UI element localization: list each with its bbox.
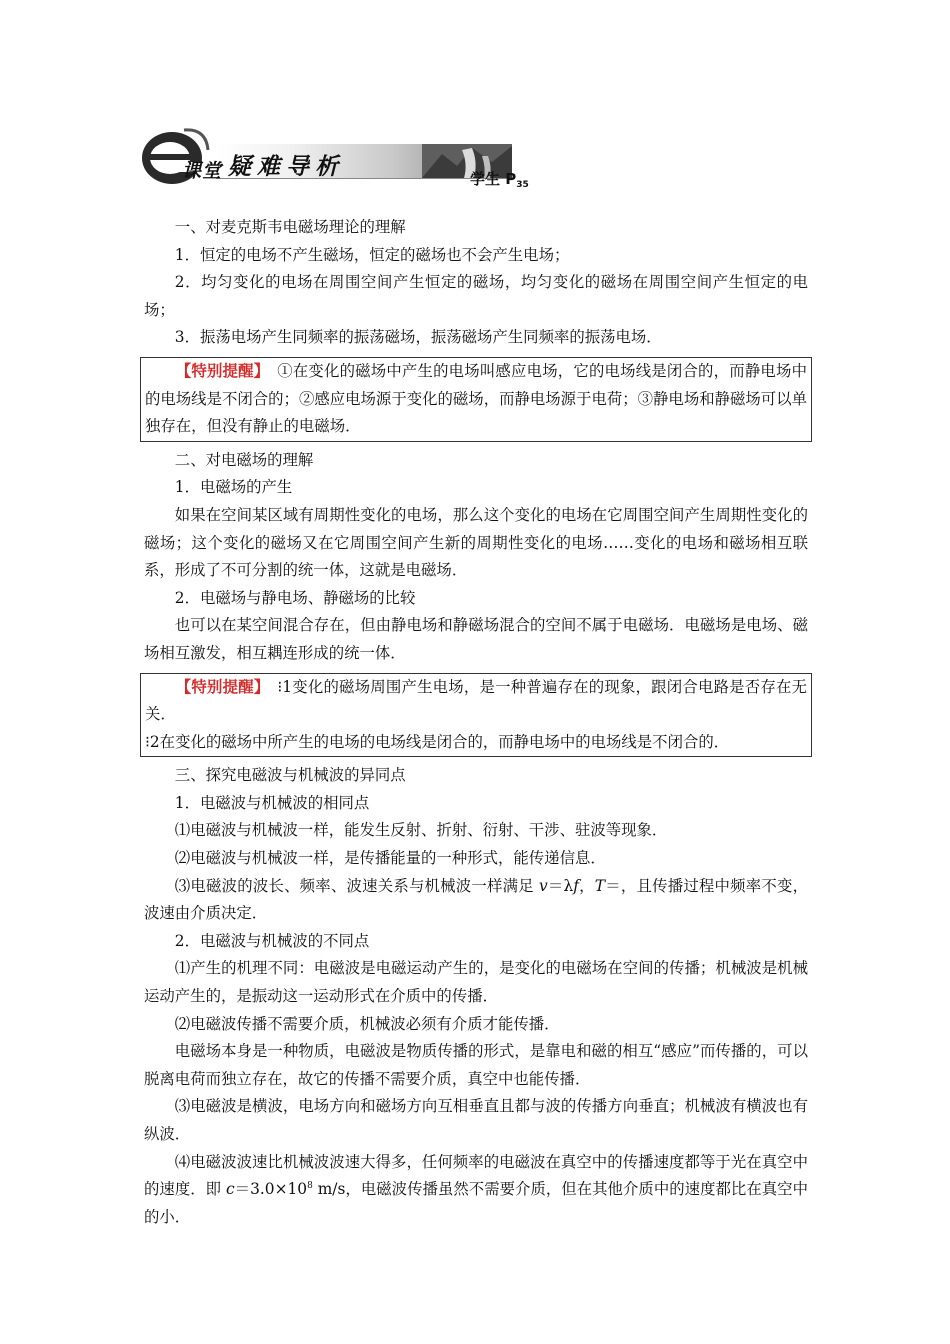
s3-sub1: 1．电磁波与机械波的相同点 xyxy=(174,793,370,812)
s3-a1: ⑴电磁波与机械波一样，能发生反射、折射、衍射、干涉、驻波等现象． xyxy=(174,821,668,840)
page-reference xyxy=(470,168,529,190)
s3-b4-post: m/s，电磁波传播虽然不需要介质，但在其他介质中的速度都比在真空中的小． xyxy=(144,1180,808,1226)
formula-f: f xyxy=(573,876,579,895)
s1-p2: 2．均匀变化的电场在周围空间产生恒定的磁场，均匀变化的磁场在周围空间产生恒定的电场； xyxy=(144,273,808,319)
s3-a3-post: ＝，且传播过程中频率不变，波速由介质决定． xyxy=(144,876,808,923)
logo-letter: e xyxy=(162,143,170,157)
symbol-c: c xyxy=(226,1180,235,1199)
s2-note-label: 【特别提醒】 xyxy=(175,677,262,696)
s3-b4 xyxy=(144,1149,808,1232)
formula-comma: ， xyxy=(578,876,595,895)
s2-p2: 也可以在某空间混合存在，但由静电场和静磁场混合的空间不属于电磁场．电磁场是电场、磁场相互激发，相互耦连形成的统一体． xyxy=(144,616,808,662)
s2-note-1 xyxy=(145,674,807,729)
document-body xyxy=(144,214,808,1231)
s3-b2: ⑵电磁波传播不需要介质，机械波必须有介质才能传播． xyxy=(174,1014,560,1033)
s3-title: 三、探究电磁波与机械波的异同点 xyxy=(174,766,406,785)
s1-note xyxy=(145,358,807,441)
s3-a3 xyxy=(144,873,808,928)
formula-v: v xyxy=(538,876,548,895)
s3-b1: ⑴产生的机理不同：电磁波是电磁运动产生的，是变化的电磁场在空间的传播；机械波是机械运动产生的，是振动这一运动形式在介质中的传播． xyxy=(144,959,808,1006)
s1-note-label: 【特别提醒】 xyxy=(175,361,262,380)
s3-sub2: 2．电磁波与机械波的不同点 xyxy=(174,931,370,950)
s2-title: 二、对电磁场的理解 xyxy=(174,450,314,469)
s1-p3: 3．振荡电场产生同频率的振荡磁场，振荡磁场产生同频率的振荡电场． xyxy=(174,328,662,347)
s2-p1: 如果在空间某区域有周期性变化的电场，那么这个变化的电场在它周围空间产生周期性变化的磁场；这个变化的磁场又在它周围空间产生新的周期性变化的电场……变化的电场和磁场相互联系，形成了不可分割的统一体，这就是电磁场． xyxy=(144,505,808,580)
speed-value: ＝3.0×10 xyxy=(234,1180,308,1199)
s1-note-box xyxy=(140,357,812,442)
s1-note-text: ①在变化的磁场中产生的电场叫感应电场，它的电场线是闭合的，而静电场中的电场线是不闭合的；②感应电场源于变化的磁场，而静电场源于电荷；③静电场和静磁场可以单独存在，但没有静止的电磁场． xyxy=(145,361,807,436)
s3-b4-pre: ⑷电磁波波速比机械波波速大得多，任何频率的电磁波在真空中的传播速度都等于光在真空中的速度．即 xyxy=(144,1152,808,1199)
class-label: 课堂 xyxy=(182,160,223,182)
s3-a2: ⑵电磁波与机械波一样，是传播能量的一种形式，能传递信息． xyxy=(174,849,606,868)
s1-p1: 1．恒定的电场不产生磁场，恒定的磁场也不会产生电场； xyxy=(174,245,570,264)
formula-eq: ＝λ xyxy=(547,876,574,895)
s2-sub2: 2．电磁场与静电场、静磁场的比较 xyxy=(174,588,416,607)
s3-b2-extra: 电磁场本身是一种物质，电磁波是物质传播的形式，是靠电和磁的相互“感应”而传播的，可以脱离电荷而独立存在，故它的传播不需要介质，真空中也能传播． xyxy=(144,1042,808,1088)
s3-a3-pre: ⑶电磁波的波长、频率、波速关系与机械波一样满足 xyxy=(174,876,539,895)
speed-exponent: 8 xyxy=(307,1181,313,1192)
s1-title: 一、对麦克斯韦电磁场理论的理解 xyxy=(174,218,406,236)
s2-note-2: ⁝2在变化的磁场中所产生的电场的电场线是闭合的，而静电场中的电场线是不闭合的． xyxy=(145,732,730,751)
section-header xyxy=(140,124,500,190)
s3-b3: ⑶电磁波是横波，电场方向和磁场方向互相垂直且都与波的传播方向垂直；机械波有横波也有纵波． xyxy=(144,1097,808,1143)
s2-sub1: 1．电磁场的产生 xyxy=(174,478,293,497)
ref-page: 35 xyxy=(516,180,529,190)
section-title: 疑难导析 xyxy=(228,153,344,180)
ref-prefix: 学生 P xyxy=(470,170,517,188)
s2-note-box xyxy=(140,673,812,758)
formula-t: T xyxy=(594,876,606,895)
s2-note-1-text: ⁝1变化的磁场周围产生电场，是一种普遍存在的现象，跟闭合电路是否存在无关． xyxy=(145,677,807,724)
